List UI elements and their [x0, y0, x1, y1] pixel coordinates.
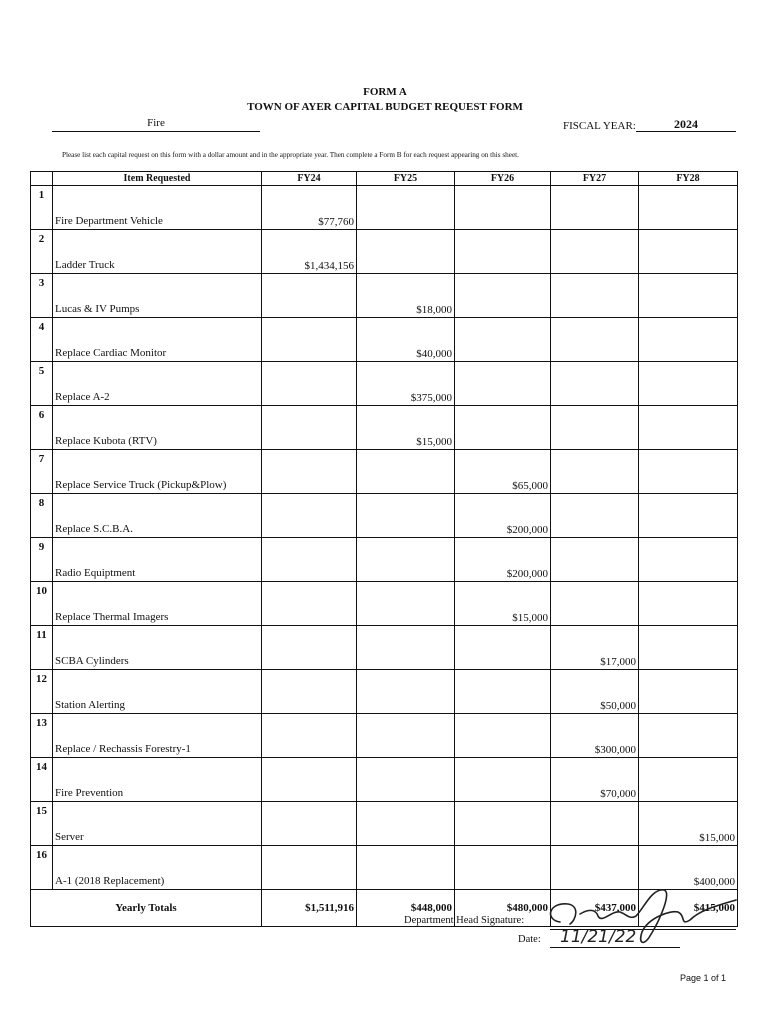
- fy28-amount-cell: [639, 538, 738, 582]
- fy24-amount-cell: [262, 450, 357, 494]
- table-row: [31, 406, 738, 450]
- fy26-amount-cell: [455, 186, 551, 230]
- fy25-amount-cell: [357, 494, 455, 538]
- fy26-amount-cell: [455, 362, 551, 406]
- fy24-amount-cell: [262, 758, 357, 802]
- fy24-amount-cell: [262, 802, 357, 846]
- table-row: [31, 186, 738, 230]
- fy28-amount-cell: [639, 494, 738, 538]
- fy27-amount-cell: [551, 802, 639, 846]
- fy27-amount-cell: [551, 362, 639, 406]
- row-number: 2: [31, 230, 53, 274]
- fy28-total-cell: $415,000: [639, 890, 738, 927]
- fy26-amount-cell: [455, 802, 551, 846]
- item-requested-cell: Replace S.C.B.A.: [53, 494, 262, 538]
- fy26-amount-cell: [455, 714, 551, 758]
- fy28-amount-cell: $15,000: [639, 802, 738, 846]
- form-title: FORM A: [363, 86, 407, 98]
- fy25-amount-cell: $18,000: [357, 274, 455, 318]
- table-row: [31, 450, 738, 494]
- fy24-amount-cell: [262, 670, 357, 714]
- fy24-amount-cell: [262, 582, 357, 626]
- totals-label: Yearly Totals: [31, 890, 262, 927]
- table-row: [31, 362, 738, 406]
- fy25-amount-cell: [357, 538, 455, 582]
- department-field: Fire: [52, 117, 260, 132]
- item-requested-cell: Station Alerting: [53, 670, 262, 714]
- item-requested-cell: Replace Thermal Imagers: [53, 582, 262, 626]
- fy25-amount-cell: [357, 670, 455, 714]
- table-row: [31, 802, 738, 846]
- fy27-amount-cell: $50,000: [551, 670, 639, 714]
- row-number: 6: [31, 406, 53, 450]
- item-requested-cell: Server: [53, 802, 262, 846]
- fy28-amount-cell: [639, 186, 738, 230]
- row-number: 8: [31, 494, 53, 538]
- header-number-cell: [31, 172, 53, 186]
- item-requested-cell: Replace Service Truck (Pickup&Plow): [53, 450, 262, 494]
- fy24-amount-cell: $1,434,156: [262, 230, 357, 274]
- row-number: 1: [31, 186, 53, 230]
- instructions: Please list each capital request on this form with a dollar amount and in the appropriate year. Then complete a Form B for each request appearing on this sheet.: [62, 151, 519, 159]
- fy25-amount-cell: [357, 186, 455, 230]
- item-requested-cell: Radio Equiptment: [53, 538, 262, 582]
- fy25-amount-cell: $375,000: [357, 362, 455, 406]
- row-number: 10: [31, 582, 53, 626]
- fy25-amount-cell: [357, 450, 455, 494]
- item-requested-cell: Replace / Rechassis Forestry-1: [53, 714, 262, 758]
- fy26-amount-cell: $15,000: [455, 582, 551, 626]
- row-number: 4: [31, 318, 53, 362]
- item-requested-cell: Replace A-2: [53, 362, 262, 406]
- fy28-amount-cell: [639, 230, 738, 274]
- table-row: [31, 582, 738, 626]
- fy26-amount-cell: [455, 318, 551, 362]
- fy25-amount-cell: [357, 626, 455, 670]
- fy28-amount-cell: [639, 670, 738, 714]
- fy25-amount-cell: [357, 802, 455, 846]
- header-fy26: FY26: [455, 172, 551, 186]
- handwritten-date: 11/21/22: [560, 927, 637, 947]
- fy28-amount-cell: [639, 362, 738, 406]
- fy28-amount-cell: [639, 318, 738, 362]
- fy28-amount-cell: [639, 758, 738, 802]
- fy24-amount-cell: [262, 274, 357, 318]
- capital-request-table: [30, 171, 738, 927]
- fy26-amount-cell: $200,000: [455, 494, 551, 538]
- fy27-total-cell: $437,000: [551, 890, 639, 927]
- table-row: [31, 318, 738, 362]
- table-row: [31, 274, 738, 318]
- table-row: [31, 758, 738, 802]
- row-number: 7: [31, 450, 53, 494]
- fy27-amount-cell: [551, 494, 639, 538]
- fy26-amount-cell: [455, 670, 551, 714]
- table-row: [31, 714, 738, 758]
- form-subtitle: TOWN OF AYER CAPITAL BUDGET REQUEST FORM: [247, 101, 523, 113]
- fy28-amount-cell: [639, 450, 738, 494]
- fy27-amount-cell: [551, 230, 639, 274]
- fy24-amount-cell: [262, 846, 357, 890]
- page-number: Page 1 of 1: [680, 973, 727, 983]
- fy26-amount-cell: [455, 626, 551, 670]
- fy25-amount-cell: $15,000: [357, 406, 455, 450]
- row-number: 14: [31, 758, 53, 802]
- table-row: [31, 626, 738, 670]
- table-row: [31, 230, 738, 274]
- item-requested-cell: Fire Prevention: [53, 758, 262, 802]
- fy27-amount-cell: [551, 186, 639, 230]
- fy26-amount-cell: [455, 230, 551, 274]
- fy24-amount-cell: [262, 362, 357, 406]
- date-line: [550, 947, 680, 948]
- header-fy25: FY25: [357, 172, 455, 186]
- fy24-amount-cell: [262, 494, 357, 538]
- item-requested-cell: SCBA Cylinders: [53, 626, 262, 670]
- item-requested-cell: Fire Department Vehicle: [53, 186, 262, 230]
- fy27-amount-cell: $17,000: [551, 626, 639, 670]
- row-number: 3: [31, 274, 53, 318]
- fy27-amount-cell: [551, 538, 639, 582]
- fy28-amount-cell: [639, 582, 738, 626]
- date-label: Date:: [518, 934, 541, 945]
- item-requested-cell: Replace Kubota (RTV): [53, 406, 262, 450]
- fy25-amount-cell: [357, 714, 455, 758]
- item-requested-cell: A-1 (2018 Replacement): [53, 846, 262, 890]
- fy26-amount-cell: [455, 846, 551, 890]
- fy27-amount-cell: $300,000: [551, 714, 639, 758]
- fy25-amount-cell: [357, 846, 455, 890]
- header-fy24: FY24: [262, 172, 357, 186]
- fy28-amount-cell: [639, 714, 738, 758]
- fy26-amount-cell: [455, 758, 551, 802]
- fy27-amount-cell: [551, 582, 639, 626]
- fy27-amount-cell: $70,000: [551, 758, 639, 802]
- fy24-amount-cell: [262, 626, 357, 670]
- fy26-total-cell: $480,000: [455, 890, 551, 927]
- fy27-amount-cell: [551, 274, 639, 318]
- fy26-amount-cell: [455, 406, 551, 450]
- fy27-amount-cell: [551, 450, 639, 494]
- fy25-amount-cell: $40,000: [357, 318, 455, 362]
- table-row: [31, 494, 738, 538]
- fy26-amount-cell: $200,000: [455, 538, 551, 582]
- header-item-requested: Item Requested: [53, 172, 262, 186]
- fy28-amount-cell: $400,000: [639, 846, 738, 890]
- fy24-amount-cell: [262, 406, 357, 450]
- row-number: 16: [31, 846, 53, 890]
- fy28-amount-cell: [639, 626, 738, 670]
- fy28-amount-cell: [639, 274, 738, 318]
- row-number: 12: [31, 670, 53, 714]
- row-number: 9: [31, 538, 53, 582]
- item-requested-cell: Lucas & IV Pumps: [53, 274, 262, 318]
- row-number: 15: [31, 802, 53, 846]
- fy25-total-cell: $448,000: [357, 890, 455, 927]
- fy26-amount-cell: $65,000: [455, 450, 551, 494]
- header-fy28: FY28: [639, 172, 738, 186]
- fy26-amount-cell: [455, 274, 551, 318]
- row-number: 5: [31, 362, 53, 406]
- fy25-amount-cell: [357, 758, 455, 802]
- fy27-amount-cell: [551, 318, 639, 362]
- fiscal-year-value: 2024: [636, 117, 736, 132]
- table-row: [31, 670, 738, 714]
- row-number: 13: [31, 714, 53, 758]
- row-number: 11: [31, 626, 53, 670]
- item-requested-cell: Ladder Truck: [53, 230, 262, 274]
- fy24-total-cell: $1,511,916: [262, 890, 357, 927]
- table-header-row: [31, 172, 738, 186]
- fy24-amount-cell: [262, 538, 357, 582]
- signature-label: Department Head Signature:: [404, 915, 525, 926]
- fiscal-year-label: FISCAL YEAR:: [563, 120, 636, 132]
- table-row: [31, 538, 738, 582]
- item-requested-cell: Replace Cardiac Monitor: [53, 318, 262, 362]
- header-fy27: FY27: [551, 172, 639, 186]
- fy24-amount-cell: [262, 714, 357, 758]
- fy25-amount-cell: [357, 230, 455, 274]
- fy25-amount-cell: [357, 582, 455, 626]
- fy24-amount-cell: [262, 318, 357, 362]
- fy28-amount-cell: [639, 406, 738, 450]
- fy24-amount-cell: $77,760: [262, 186, 357, 230]
- fy27-amount-cell: [551, 406, 639, 450]
